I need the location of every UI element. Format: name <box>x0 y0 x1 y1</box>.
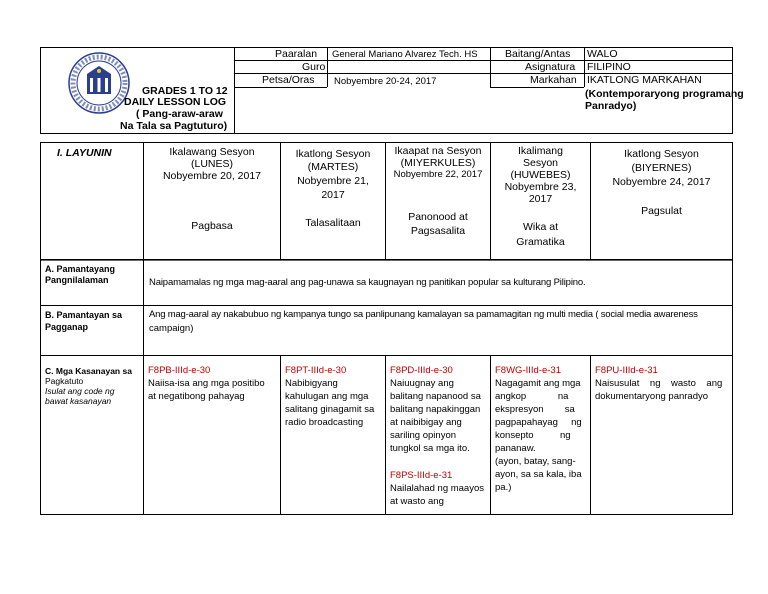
competency-text-4-7: (ayon, batay, sang- <box>495 456 576 467</box>
row-a-label-2: Pangnilalaman <box>45 275 109 285</box>
competency-text-2-2: kahulugan ang mga <box>285 391 369 402</box>
day-5-focus: Pagsulat <box>641 205 682 217</box>
day-3-focus-1: Panonood at <box>408 211 468 223</box>
day-4-line-5: 2017 <box>528 193 553 205</box>
row-a-text: Naipamamalas ng mga mag-aaral ang pag-unawa sa kaugnayan ng panitikan popular sa kulturang Pilipino. <box>149 277 586 288</box>
competency-text-5-1: Naisusulat ng wasto ang <box>595 378 723 389</box>
day-1-focus: Pagbasa <box>191 220 233 232</box>
competency-text-4-9: pa.) <box>495 482 512 493</box>
day-2-line-3: Nobyembre 21, <box>297 175 369 187</box>
markahan-note-2: Panradyo) <box>585 100 637 112</box>
title-line-1: GRADES 1 TO 12 <box>142 85 228 97</box>
competency-code-2: F8PT-IIId-e-30 <box>285 365 347 376</box>
competency-text-3-2: balitang napanood sa <box>390 391 481 402</box>
row-c-label-3: Isulat ang code ng <box>45 386 115 396</box>
day-4-line-4: Nobyembre 23, <box>504 181 577 193</box>
day-1-line-3: Nobyembre 20, 2017 <box>162 170 262 182</box>
competency-text-4-5: konsepto ng <box>495 430 571 441</box>
row-a-label-1: A. Pamantayang <box>45 264 116 274</box>
competency-text-4-8: ayon, sa sa kala, iba <box>495 469 582 480</box>
row-b-text-2: campaign) <box>149 323 194 334</box>
competency-text-4-2: angkop na <box>495 391 569 402</box>
competency-text-4-4: pagpapahayag ng <box>495 417 582 428</box>
day-4-focus-1: Wika at <box>522 221 558 233</box>
layunin-heading: I. LAYUNIN <box>57 147 112 159</box>
asignatura-label: Asignatura <box>525 61 576 73</box>
day-3-line-2: (MIYERKULES) <box>400 157 476 169</box>
day-2-line-4: 2017 <box>321 189 345 201</box>
day-1-line-1: Ikalawang Sesyon <box>169 146 255 158</box>
day-5-line-1: Ikatlong Sesyon <box>624 148 699 160</box>
row-c-label-1: C. Mga Kasanayan sa <box>45 366 132 376</box>
competency-text-3b-1: Nailalahad ng maayos <box>390 483 485 494</box>
asignatura-value: FILIPINO <box>587 61 631 73</box>
day-4-line-3: (HUWEBES) <box>510 169 571 181</box>
day-4-line-2: Sesyon <box>522 157 559 169</box>
competency-text-3-5: sariling opinyon <box>390 430 457 441</box>
title-line-4: Na Tala sa Pagtuturo) <box>120 120 228 132</box>
competency-code-3b: F8PS-IIId-e-31 <box>390 470 453 481</box>
petsa-value: Nobyembre 20-24, 2017 <box>334 76 437 87</box>
markahan-label: Markahan <box>530 74 577 86</box>
competency-text-2-3: salitang ginagamit sa <box>285 404 375 415</box>
paaralan-value: General Mariano Alvarez Tech. HS <box>332 49 478 60</box>
day-5-line-3: Nobyembre 24, 2017 <box>612 176 711 188</box>
competency-text-5-2: dokumentaryong panradyo <box>595 391 709 402</box>
markahan-value: IKATLONG MARKAHAN <box>587 74 702 86</box>
day-4-focus-2: Gramatika <box>516 236 565 248</box>
day-2-line-2: (MARTES) <box>307 161 359 173</box>
title-line-3: ( Pang-araw-araw <box>136 108 223 120</box>
day-2-focus: Talasalitaan <box>305 217 361 229</box>
competency-text-3-1: Naiuugnay ang <box>390 378 454 389</box>
guro-label: Guro <box>302 61 326 73</box>
competency-text-4-3: ekspresyon sa <box>495 404 575 415</box>
competency-text-3-4: at naibibigay ang <box>390 417 462 428</box>
competency-text-3b-2: at wasto ang <box>390 496 444 507</box>
day-1-line-2: (LUNES) <box>190 158 233 170</box>
competency-text-3-3: balitang napakinggan <box>390 404 481 415</box>
competency-text-3-6: tungkol sa mga ito. <box>390 443 470 454</box>
row-b-text-1: Ang mag-aaral ay nakabubuo ng kampanya tungo sa panlipunang kamalayan sa pamamagitan ng multi media ( social media awareness <box>149 309 698 320</box>
day-4-line-1: Ikalimang <box>518 145 563 157</box>
competency-code-3: F8PD-IIId-e-30 <box>390 365 453 376</box>
competency-text-1-2: at negatibong pahayag <box>148 391 245 402</box>
competency-text-2-4: radio broadcasting <box>285 417 364 428</box>
day-2-line-1: Ikatlong Sesyon <box>295 148 371 160</box>
markahan-note-1: (Kontemporaryong programang <box>585 88 744 100</box>
competency-code-1: F8PB-IIId-e-30 <box>148 365 211 376</box>
paaralan-label: Paaralan <box>275 48 318 60</box>
deped-seal-logo <box>68 52 130 114</box>
day-3-focus-2: Pagsasalita <box>410 225 466 237</box>
row-b-label-1: B. Pamantayan sa <box>45 310 123 320</box>
competency-text-4-6: pananaw. <box>495 443 536 454</box>
petsa-label: Petsa/Oras <box>262 74 315 86</box>
competency-text-1-1: Naiisa-isa ang mga positibo <box>148 378 265 389</box>
row-c-label-2: Pagkatuto <box>45 376 84 386</box>
baitang-label: Baitang/Antas <box>505 48 571 60</box>
day-5-line-2: (BIYERNES) <box>631 162 692 174</box>
day-3-line-1: Ikaapat na Sesyon <box>394 145 482 157</box>
baitang-value: WALO <box>587 48 618 60</box>
title-line-2: DAILY LESSON LOG <box>124 96 227 108</box>
competency-code-4: F8WG-IIId-e-31 <box>495 365 561 376</box>
row-b-label-2: Pagganap <box>45 322 89 332</box>
day-3-line-3: Nobyembre 22, 2017 <box>393 169 483 180</box>
competency-text-4-1: Nagagamit ang mga <box>495 378 581 389</box>
competency-code-5: F8PU-IIId-e-31 <box>595 365 658 376</box>
row-c-label-4: bawat kasanayan <box>45 396 112 406</box>
competency-text-2-1: Nabibigyang <box>285 378 338 389</box>
